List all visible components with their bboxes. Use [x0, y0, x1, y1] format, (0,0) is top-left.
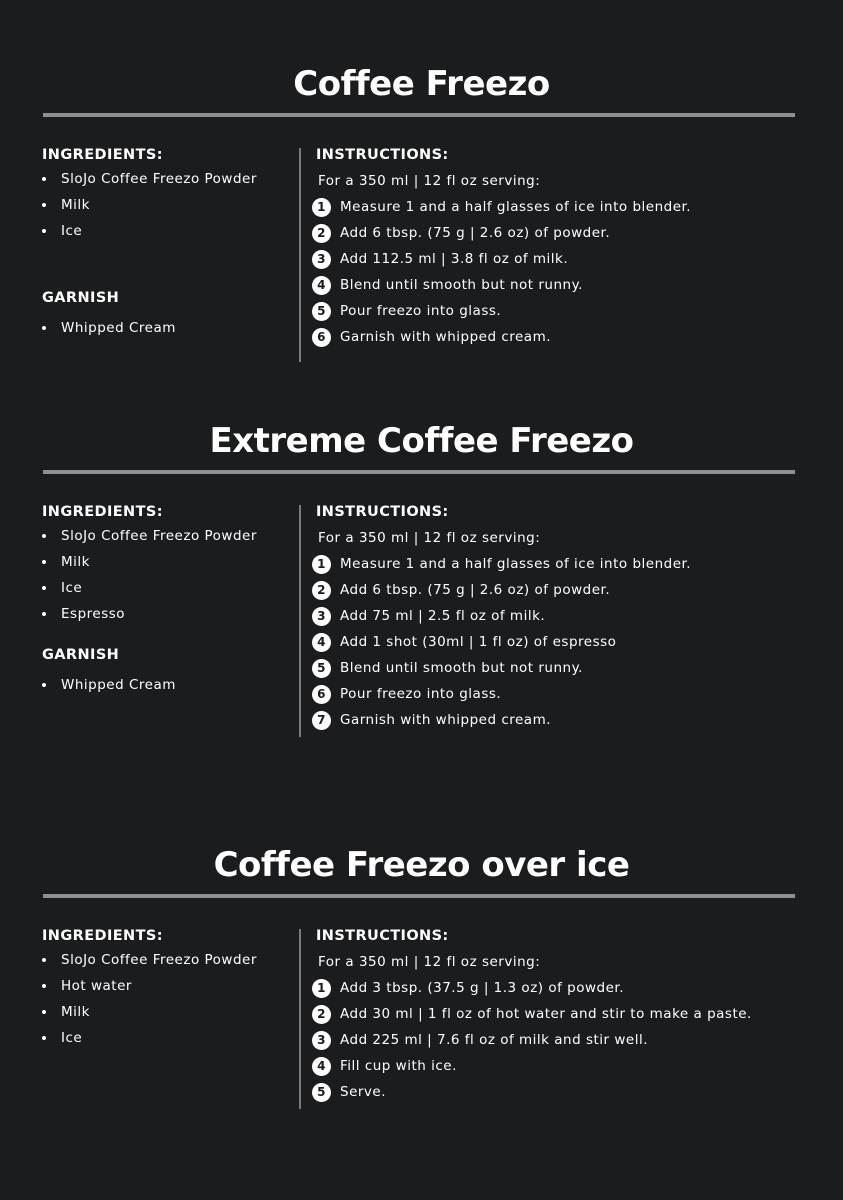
ingredient-item: Milk: [42, 192, 282, 218]
step-number-icon: 5: [312, 659, 331, 678]
step-text: Serve.: [340, 1084, 387, 1100]
step-item: [312, 1027, 812, 1053]
step-number-icon: 1: [312, 555, 331, 574]
step-text: Fill cup with ice.: [340, 1058, 457, 1074]
ingredient-item: SloJo Coffee Freezo Powder: [42, 523, 282, 549]
ingredient-item: SloJo Coffee Freezo Powder: [42, 166, 282, 192]
column-divider: [299, 148, 301, 362]
ingredients-list: [42, 523, 282, 627]
ingredient-item: Milk: [42, 549, 282, 575]
ingredients-column: [42, 927, 282, 1051]
step-text: Add 1 shot (30ml | 1 fl oz) of espresso: [340, 634, 617, 650]
steps-list: [312, 975, 812, 1105]
title-divider: [43, 113, 795, 117]
step-text: Measure 1 and a half glasses of ice into blender.: [340, 556, 692, 572]
step-item: [312, 975, 812, 1001]
ingredient-item: Milk: [42, 999, 282, 1025]
step-item: [312, 220, 812, 246]
column-divider: [299, 505, 301, 737]
step-item: [312, 629, 812, 655]
step-item: [312, 194, 812, 220]
step-item: [312, 707, 812, 733]
step-number-icon: 5: [312, 1083, 331, 1102]
ingredient-item: Ice: [42, 575, 282, 601]
step-item: [312, 272, 812, 298]
recipe-title: Coffee Freezo: [293, 64, 550, 104]
step-text: Add 112.5 ml | 3.8 fl oz of milk.: [340, 251, 569, 267]
step-text: Garnish with whipped cream.: [340, 329, 552, 345]
step-text: Pour freezo into glass.: [340, 303, 502, 319]
bullet-icon: [42, 177, 46, 181]
serving-size: For a 350 ml | 12 fl oz serving:: [318, 173, 541, 189]
title-divider: [43, 470, 795, 474]
step-number-icon: 4: [312, 1057, 331, 1076]
instructions-heading: INSTRUCTIONS:: [316, 928, 449, 944]
bullet-icon: [42, 326, 46, 330]
ingredients-heading: INGREDIENTS:: [42, 928, 163, 944]
garnish-heading: GARNISH: [42, 290, 120, 306]
step-item: [312, 655, 812, 681]
step-item: [312, 1053, 812, 1079]
instructions-column: [312, 503, 812, 733]
step-number-icon: 1: [312, 979, 331, 998]
title-divider: [43, 894, 795, 898]
step-item: [312, 603, 812, 629]
step-text: Add 3 tbsp. (37.5 g | 1.3 oz) of powder.: [340, 980, 624, 996]
step-text: Add 6 tbsp. (75 g | 2.6 oz) of powder.: [340, 582, 611, 598]
bullet-icon: [42, 203, 46, 207]
serving-size: For a 350 ml | 12 fl oz serving:: [318, 954, 541, 970]
ingredient-item: Ice: [42, 218, 282, 244]
recipe-title: Coffee Freezo over ice: [213, 845, 630, 885]
step-text: Add 75 ml | 2.5 fl oz of milk.: [340, 608, 546, 624]
bullet-icon: [42, 534, 46, 538]
ingredients-list: [42, 947, 282, 1051]
ingredient-item: SloJo Coffee Freezo Powder: [42, 947, 282, 973]
garnish-item: Whipped Cream: [42, 315, 282, 341]
bullet-icon: [42, 958, 46, 962]
step-item: [312, 1001, 812, 1027]
bullet-icon: [42, 560, 46, 564]
step-text: Add 30 ml | 1 fl oz of hot water and stir to make a paste.: [340, 1006, 752, 1022]
step-number-icon: 1: [312, 198, 331, 217]
bullet-icon: [42, 683, 46, 687]
instructions-heading: INSTRUCTIONS:: [316, 147, 449, 163]
step-number-icon: 2: [312, 581, 331, 600]
step-number-icon: 6: [312, 685, 331, 704]
step-text: Blend until smooth but not runny.: [340, 660, 583, 676]
step-text: Pour freezo into glass.: [340, 686, 502, 702]
step-item: [312, 1079, 812, 1105]
step-item: [312, 577, 812, 603]
bullet-icon: [42, 229, 46, 233]
ingredient-item: Hot water: [42, 973, 282, 999]
steps-list: [312, 194, 812, 350]
step-text: Add 225 ml | 7.6 fl oz of milk and stir well.: [340, 1032, 649, 1048]
step-number-icon: 3: [312, 1031, 331, 1050]
step-number-icon: 6: [312, 328, 331, 347]
ingredients-column: [42, 503, 282, 698]
ingredient-item: Ice: [42, 1025, 282, 1051]
garnish-heading: GARNISH: [42, 647, 120, 663]
step-text: Garnish with whipped cream.: [340, 712, 552, 728]
step-number-icon: 4: [312, 276, 331, 295]
step-number-icon: 2: [312, 224, 331, 243]
ingredients-heading: INGREDIENTS:: [42, 504, 163, 520]
step-number-icon: 2: [312, 1005, 331, 1024]
bullet-icon: [42, 1036, 46, 1040]
step-item: [312, 681, 812, 707]
step-text: Blend until smooth but not runny.: [340, 277, 583, 293]
step-text: Add 6 tbsp. (75 g | 2.6 oz) of powder.: [340, 225, 611, 241]
step-number-icon: 3: [312, 250, 331, 269]
bullet-icon: [42, 984, 46, 988]
bullet-icon: [42, 1010, 46, 1014]
step-number-icon: 7: [312, 711, 331, 730]
garnish-list: [42, 315, 282, 341]
step-number-icon: 3: [312, 607, 331, 626]
instructions-heading: INSTRUCTIONS:: [316, 504, 449, 520]
column-divider: [299, 929, 301, 1109]
bullet-icon: [42, 586, 46, 590]
garnish-list: [42, 672, 282, 698]
step-item: [312, 551, 812, 577]
step-number-icon: 4: [312, 633, 331, 652]
step-item: [312, 298, 812, 324]
instructions-column: [312, 146, 812, 350]
ingredient-item: Espresso: [42, 601, 282, 627]
instructions-column: [312, 927, 812, 1105]
steps-list: [312, 551, 812, 733]
step-text: Measure 1 and a half glasses of ice into blender.: [340, 199, 692, 215]
step-number-icon: 5: [312, 302, 331, 321]
garnish-item: Whipped Cream: [42, 672, 282, 698]
ingredients-heading: INGREDIENTS:: [42, 147, 163, 163]
ingredients-column: [42, 146, 282, 341]
bullet-icon: [42, 612, 46, 616]
step-item: [312, 246, 812, 272]
step-item: [312, 324, 812, 350]
recipe-title: Extreme Coffee Freezo: [209, 421, 634, 461]
serving-size: For a 350 ml | 12 fl oz serving:: [318, 530, 541, 546]
ingredients-list: [42, 166, 282, 244]
